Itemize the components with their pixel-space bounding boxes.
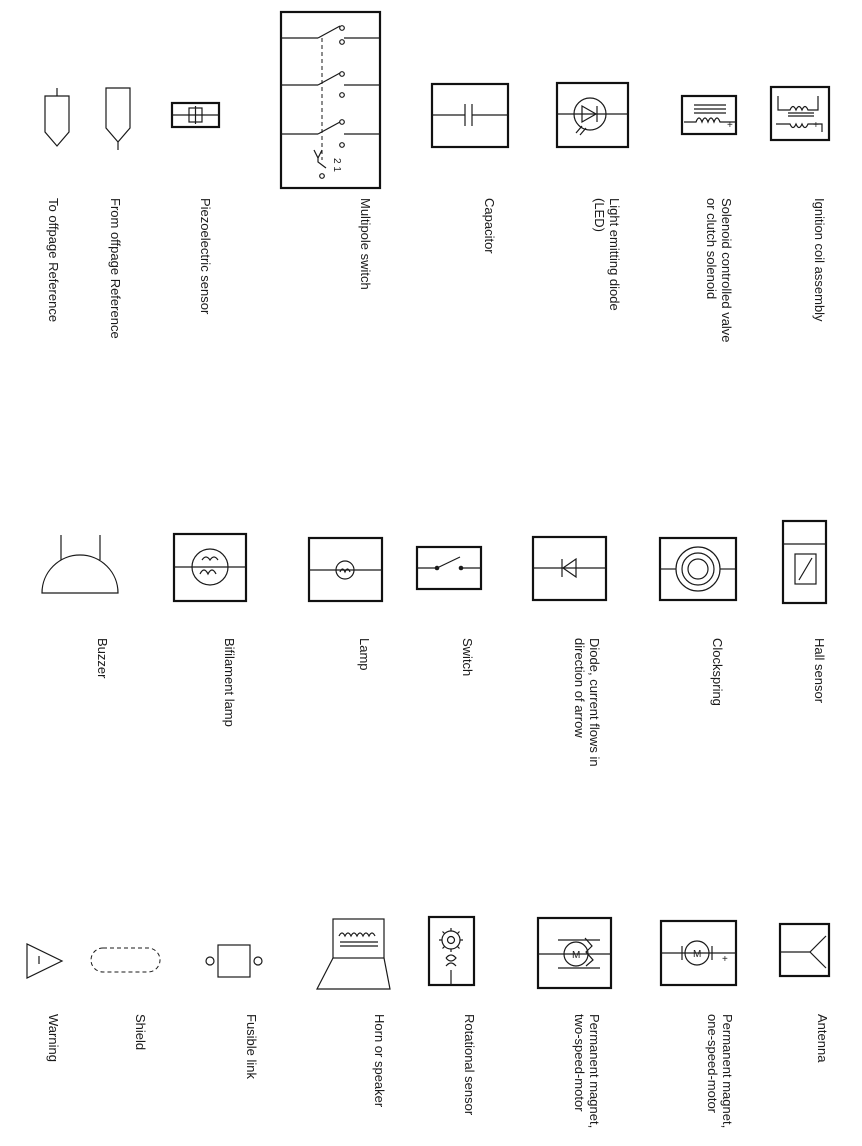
- label-multipole: Multipole switch: [358, 198, 373, 290]
- piezo-sensor-symbol: [172, 103, 219, 127]
- diode-symbol: [533, 537, 606, 600]
- ignition-coil-symbol: [771, 87, 829, 140]
- label-shield: Shield: [133, 1014, 148, 1051]
- horn-symbol: [317, 919, 390, 989]
- label-led: Light emitting diode (LED): [592, 198, 622, 311]
- label-from-offpage: From offpage Reference: [108, 198, 123, 339]
- pm-two-speed-motor-symbol: [538, 918, 611, 988]
- label-antenna: Antenna: [815, 1014, 830, 1063]
- label-diode: Diode, current flows in direction of arrow: [572, 638, 602, 767]
- multipole-switch-symbol: [281, 12, 380, 188]
- label-lamp: Lamp: [357, 638, 372, 671]
- label-buzzer: Buzzer: [95, 638, 110, 679]
- label-pm-two: Permanent magnet, two-speed-motor: [572, 1014, 602, 1129]
- multipole-marks: 2 1: [331, 158, 342, 172]
- hall-sensor-symbol: [783, 521, 826, 603]
- label-piezo: Piezoelectric sensor: [198, 198, 213, 315]
- bifilament-lamp-symbol: [174, 534, 246, 601]
- antenna-symbol: [780, 924, 829, 976]
- warning-symbol: [27, 944, 62, 978]
- from-offpage-symbol: [106, 88, 130, 150]
- label-horn: Horn or speaker: [372, 1014, 387, 1108]
- label-hall: Hall sensor: [812, 638, 827, 704]
- lamp-symbol: [309, 538, 382, 601]
- label-rotational: Rotational sensor: [462, 1014, 477, 1116]
- svg-text:+: +: [727, 120, 733, 131]
- buzzer-symbol: [42, 535, 118, 593]
- led-symbol: [557, 83, 628, 147]
- label-switch: Switch: [460, 638, 475, 677]
- clockspring-symbol: [660, 538, 736, 600]
- label-capacitor: Capacitor: [482, 198, 497, 254]
- svg-text:+: +: [813, 120, 819, 131]
- fusible-link-symbol: [206, 945, 262, 977]
- capacitor-symbol: [432, 84, 508, 147]
- label-solenoid: Solenoid controlled valve or clutch solenoid: [704, 198, 734, 343]
- label-warning: Warning: [46, 1014, 61, 1062]
- label-to-offpage: To offpage Reference: [46, 198, 61, 323]
- label-bifilament: Bifilament lamp: [222, 638, 237, 727]
- to-offpage-symbol: [45, 88, 69, 146]
- rotational-sensor-symbol: [429, 917, 474, 985]
- switch-symbol: [417, 547, 481, 589]
- pm-two-glyph: M: [572, 950, 581, 961]
- label-fusible: Fusible link: [244, 1014, 259, 1080]
- pm-one-glyph: M: [693, 949, 702, 960]
- label-pm-one: Permanent magnet, one-speed-motor: [705, 1014, 735, 1129]
- label-clockspring: Clockspring: [710, 638, 725, 706]
- shield-symbol: [91, 948, 160, 972]
- solenoid-symbol: [682, 96, 736, 134]
- pm-one-speed-motor-symbol: [661, 921, 736, 985]
- svg-text:+: +: [722, 954, 728, 965]
- label-ignition: Ignition coil assembly: [812, 198, 827, 322]
